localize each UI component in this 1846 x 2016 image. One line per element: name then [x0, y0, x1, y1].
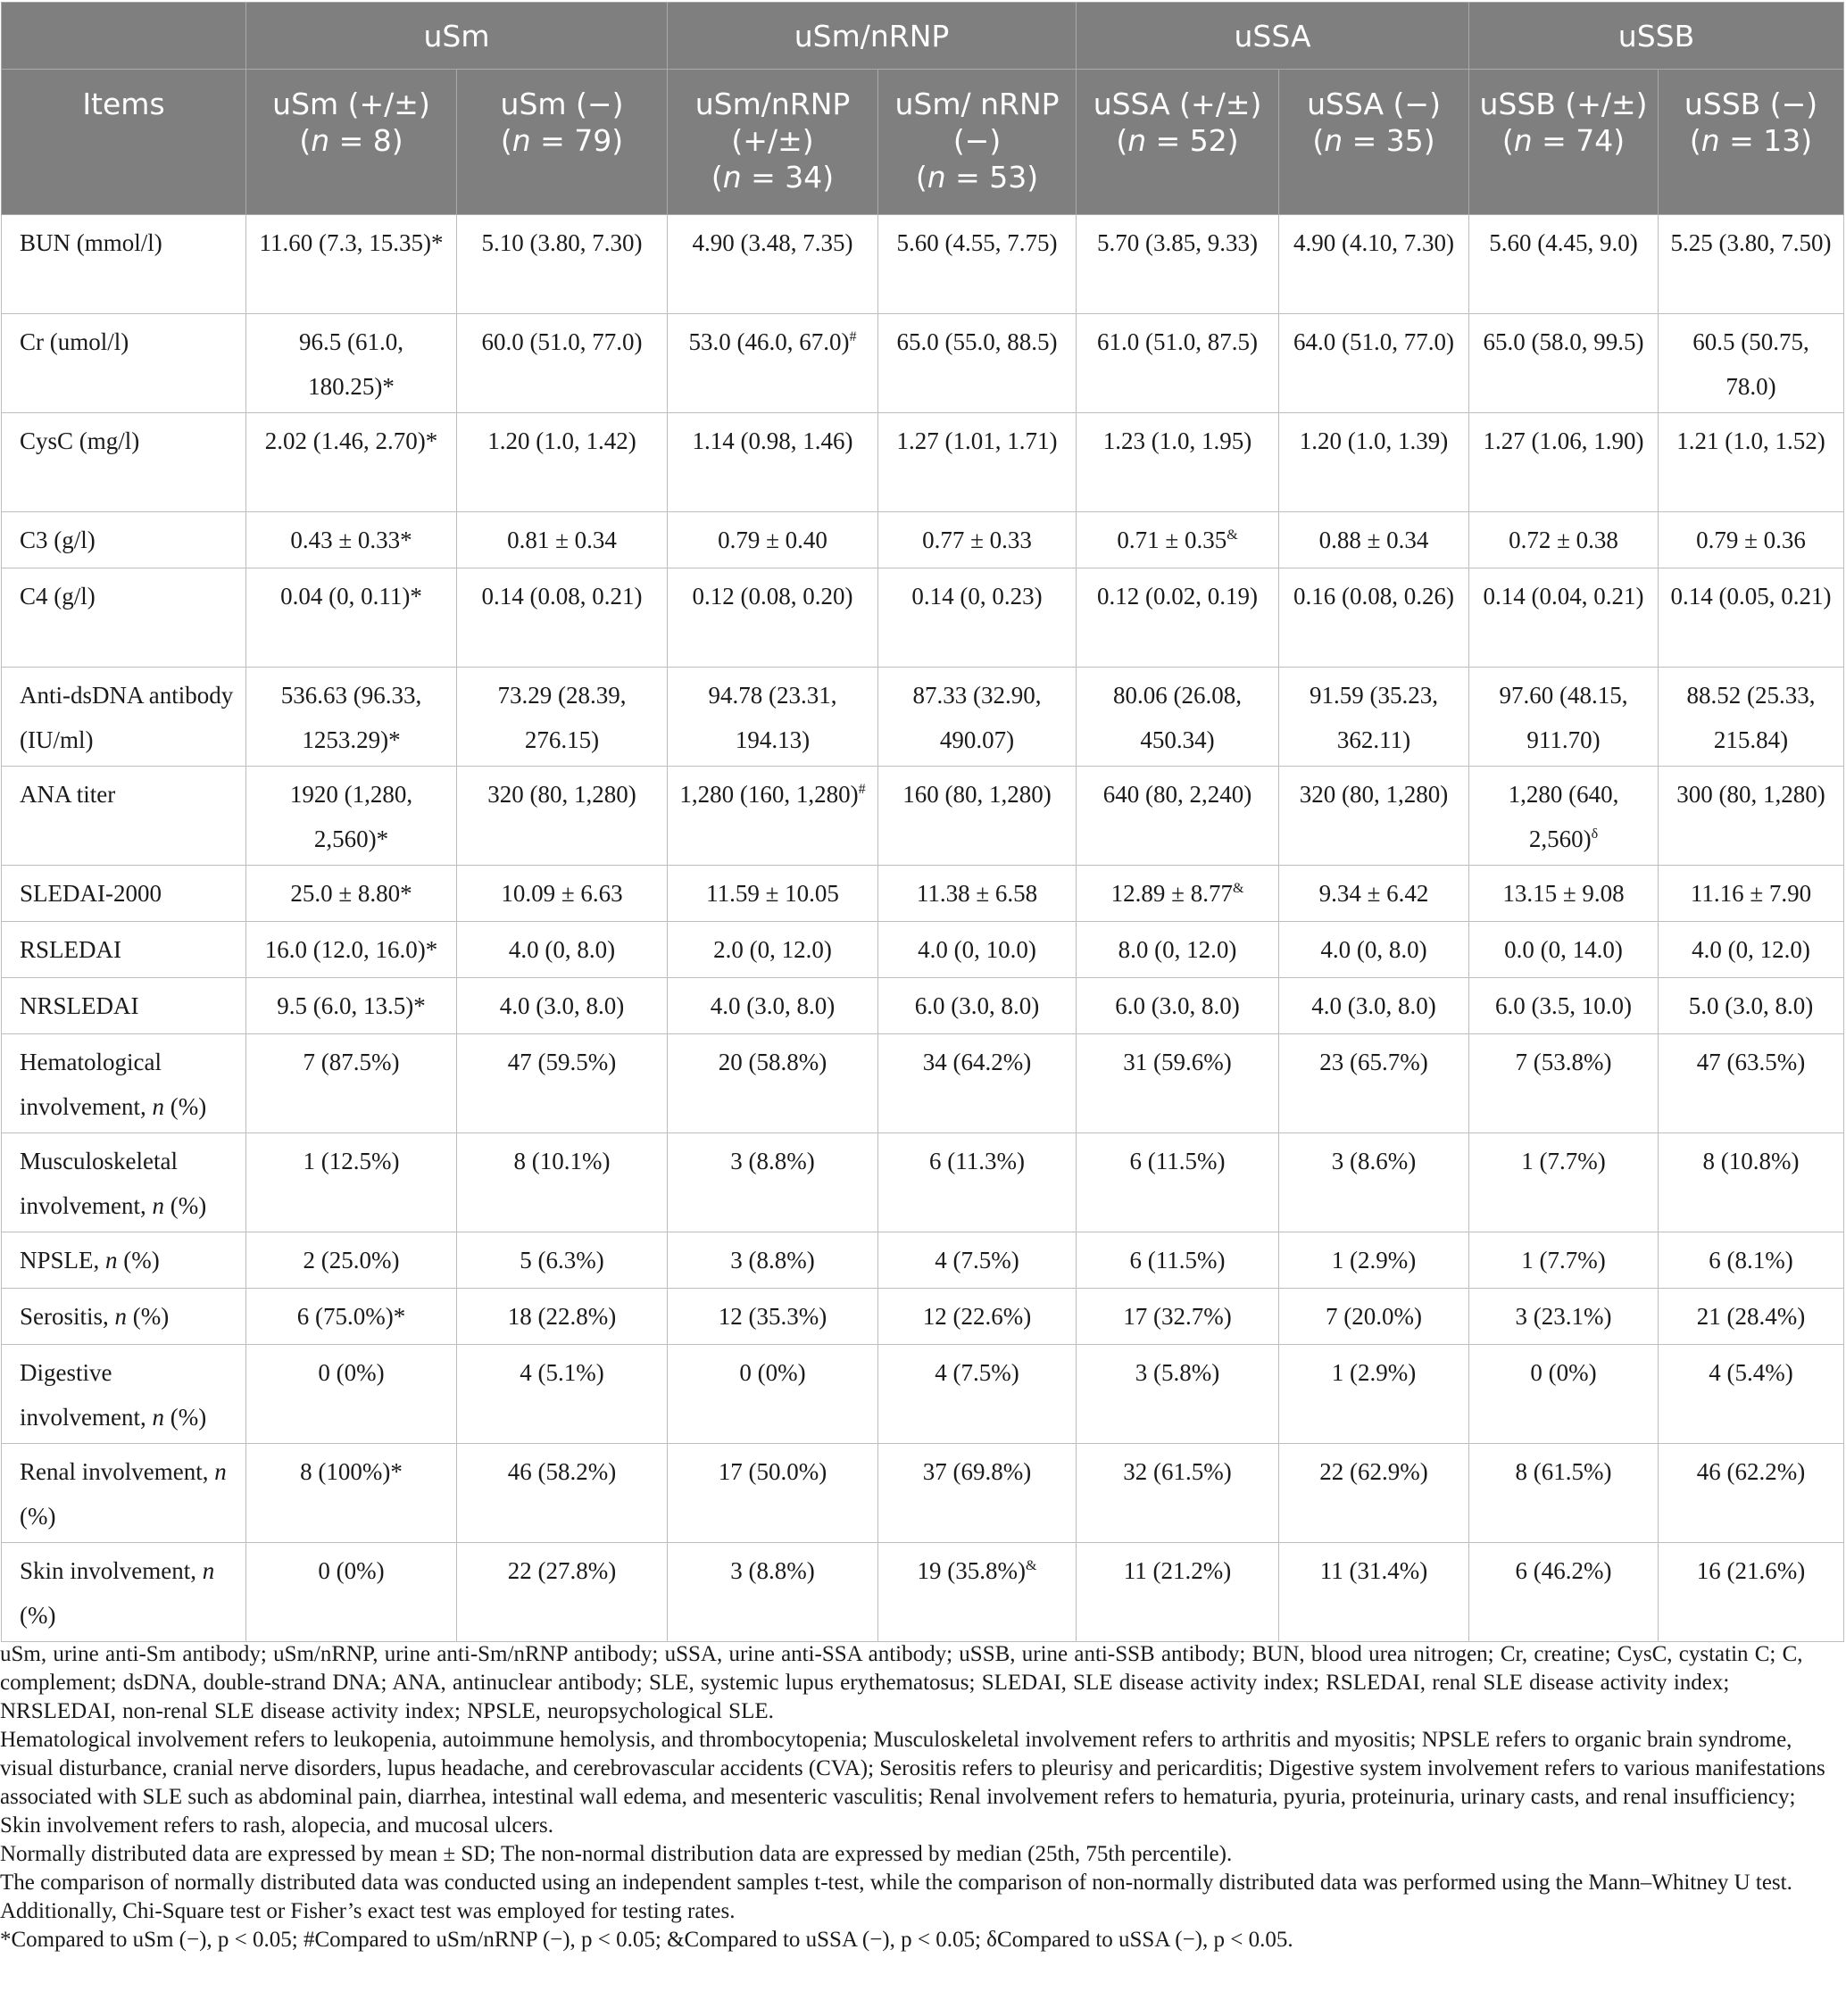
table-cell: 8 (61.5%) [1469, 1444, 1659, 1543]
table-cell: 1.21 (1.0, 1.52) [1659, 413, 1844, 512]
table-cell: 0.12 (0.08, 0.20) [668, 568, 878, 668]
table-cell: 8.0 (0, 12.0) [1077, 922, 1279, 978]
table-cell: 46 (62.2%) [1659, 1444, 1844, 1543]
table-cell: 16 (21.6%) [1659, 1543, 1844, 1642]
table-row [2, 668, 1844, 767]
table-cell: 94.78 (23.31, 194.13) [668, 668, 878, 767]
table-cell: 1.23 (1.0, 1.95) [1077, 413, 1279, 512]
table-cell: 11 (21.2%) [1077, 1543, 1279, 1642]
table-cell: 5.0 (3.0, 8.0) [1659, 978, 1844, 1034]
column-header [668, 70, 878, 215]
table-row [2, 922, 1844, 978]
table-cell: 7 (87.5%) [246, 1034, 457, 1133]
table-cell: 536.63 (96.33, 1253.29)* [246, 668, 457, 767]
row-label: Hematological involvement, n (%) [2, 1034, 246, 1133]
table-cell: 4.90 (3.48, 7.35) [668, 215, 878, 314]
table-cell: 8 (100%)* [246, 1444, 457, 1543]
table-cell: 0.14 (0.04, 0.21) [1469, 568, 1659, 668]
table-cell: 0.81 ± 0.34 [457, 512, 668, 568]
table-cell: 5.60 (4.45, 9.0) [1469, 215, 1659, 314]
table-cell: 12.89 ± 8.77& [1077, 866, 1279, 922]
table-cell: 1 (12.5%) [246, 1133, 457, 1232]
footnote-distribution: Normally distributed data are expressed by mean ± SD; The non-normal distribution data are expressed by median (25th, 75th percentile). [0, 1842, 1233, 1866]
column-header-label: uSSA (−) [1307, 87, 1441, 121]
table-cell: 22 (27.8%) [457, 1543, 668, 1642]
table-cell: 12 (35.3%) [668, 1289, 878, 1345]
table-row [2, 1034, 1844, 1133]
table-cell: 32 (61.5%) [1077, 1444, 1279, 1543]
row-label: ANA titer [2, 767, 246, 866]
table-cell: 22 (62.9%) [1279, 1444, 1469, 1543]
table-cell: 7 (20.0%) [1279, 1289, 1469, 1345]
table-cell: 0.0 (0, 14.0) [1469, 922, 1659, 978]
table-cell: 0.79 ± 0.36 [1659, 512, 1844, 568]
table-cell: 4 (7.5%) [878, 1232, 1077, 1289]
row-label: Digestive involvement, n (%) [2, 1345, 246, 1444]
table-cell: 1,280 (640, 2,560)$^\delta$ [1469, 767, 1659, 866]
row-label: Serositis, n (%) [2, 1289, 246, 1345]
table-cell: 6 (46.2%) [1469, 1543, 1659, 1642]
table-cell: 0.43 ± 0.33* [246, 512, 457, 568]
footnote-significance: *Compared to uSm (−), p < 0.05; #Compared to uSm/nRNP (−), p < 0.05; &Compared to uSSA (−), p < 0.05; δCompared to uSSA (−), p < 0.05. [0, 1928, 1293, 1952]
table-cell: 11.38 ± 6.58 [878, 866, 1077, 922]
column-header-n: (n = 74) [1501, 123, 1626, 158]
table-cell: 4.90 (4.10, 7.30) [1279, 215, 1469, 314]
table-cell: 47 (59.5%) [457, 1034, 668, 1133]
table-cell: 4 (5.1%) [457, 1345, 668, 1444]
table-row [2, 767, 1844, 866]
column-header-label: uSSB (+/±) [1479, 87, 1648, 121]
table-cell: 23 (65.7%) [1279, 1034, 1469, 1133]
table-row [2, 1289, 1844, 1345]
table-cell: 4.0 (3.0, 8.0) [1279, 978, 1469, 1034]
table-cell: 6 (11.3%) [878, 1133, 1077, 1232]
table-cell: 88.52 (25.33, 215.84) [1659, 668, 1844, 767]
table-row [2, 568, 1844, 668]
results-table [1, 2, 1844, 1642]
table-cell: 11.16 ± 7.90 [1659, 866, 1844, 922]
group-header: uSm [246, 3, 668, 70]
table-cell: 300 (80, 1,280) [1659, 767, 1844, 866]
table-cell: 9.34 ± 6.42 [1279, 866, 1469, 922]
table-cell: 47 (63.5%) [1659, 1034, 1844, 1133]
table-cell: 6.0 (3.0, 8.0) [878, 978, 1077, 1034]
table-cell: 13.15 ± 9.08 [1469, 866, 1659, 922]
table-cell: 65.0 (58.0, 99.5) [1469, 314, 1659, 413]
table-row [2, 1133, 1844, 1232]
table-cell: 4 (7.5%) [878, 1345, 1077, 1444]
table-cell: 0.71 ± 0.35& [1077, 512, 1279, 568]
table-cell: 16.0 (12.0, 16.0)* [246, 922, 457, 978]
table-cell: 6 (8.1%) [1659, 1232, 1844, 1289]
column-header-label: uSSA (+/±) [1093, 87, 1262, 121]
group-header-row [2, 3, 1844, 70]
table-cell: 0 (0%) [1469, 1345, 1659, 1444]
table-row [2, 215, 1844, 314]
group-header: uSm/nRNP [668, 3, 1077, 70]
row-label: Anti-dsDNA antibody (IU/ml) [2, 668, 246, 767]
table-cell: 4.0 (3.0, 8.0) [457, 978, 668, 1034]
table-cell: 12 (22.6%) [878, 1289, 1077, 1345]
footnote-involvement: Hematological involvement refers to leukopenia, autoimmune hemolysis, and thrombocytopenia; Musculoskeletal involvement refers to arthritis and myositis; NPSLE refers to organic brain syndrome, visual disturbance, cranial nerve disorders, lupus headache, and cerebrovascular accidents (CVA); Serositis refers to pleurisy and pericarditis; Digestive system involvement refers to various manifestations associated with SLE such as abdominal pain, diarrhea, intestinal wall edema, and mesenteric vasculitis; Renal involvement refers to hematuria, pyuria, proteinuria, urinary casts, and renal insufficiency; Skin involvement refers to rash, alopecia, and mucosal ulcers. [0, 1728, 1825, 1838]
table-cell: 5.10 (3.80, 7.30) [457, 215, 668, 314]
table-cell: 65.0 (55.0, 88.5) [878, 314, 1077, 413]
table-cell: 97.60 (48.15, 911.70) [1469, 668, 1659, 767]
table-cell: 5 (6.3%) [457, 1232, 668, 1289]
table-cell: 61.0 (51.0, 87.5) [1077, 314, 1279, 413]
table-cell: 3 (8.8%) [668, 1232, 878, 1289]
table-row [2, 512, 1844, 568]
column-header [1659, 70, 1844, 215]
row-label: NRSLEDAI [2, 978, 246, 1034]
column-header-n: (n = 13) [1689, 123, 1813, 158]
table-cell: 0.14 (0, 0.23) [878, 568, 1077, 668]
table-cell: 60.0 (51.0, 77.0) [457, 314, 668, 413]
table-cell: 0.16 (0.08, 0.26) [1279, 568, 1469, 668]
table-cell: 0.77 ± 0.33 [878, 512, 1077, 568]
table-cell: 640 (80, 2,240) [1077, 767, 1279, 866]
table-row [2, 1543, 1844, 1642]
table-footnotes [0, 1640, 1841, 1954]
table-cell: 46 (58.2%) [457, 1444, 668, 1543]
table-cell: 0.79 ± 0.40 [668, 512, 878, 568]
row-label: CysC (mg/l) [2, 413, 246, 512]
table-cell: 10.09 ± 6.63 [457, 866, 668, 922]
column-header [246, 70, 457, 215]
column-header [1469, 70, 1659, 215]
table-cell: 3 (5.8%) [1077, 1345, 1279, 1444]
table-row [2, 1345, 1844, 1444]
column-header-label: uSm (+/±) [272, 87, 430, 121]
row-label: C3 (g/l) [2, 512, 246, 568]
table-cell: 73.29 (28.39, 276.15) [457, 668, 668, 767]
table-cell: 4.0 (0, 12.0) [1659, 922, 1844, 978]
table-cell: 0.12 (0.02, 0.19) [1077, 568, 1279, 668]
row-label: SLEDAI-2000 [2, 866, 246, 922]
table-cell: 1920 (1,280, 2,560)* [246, 767, 457, 866]
table-cell: 3 (8.8%) [668, 1133, 878, 1232]
table-cell: 0 (0%) [246, 1345, 457, 1444]
column-header-n: (n = 34) [711, 160, 835, 195]
table-cell: 1.14 (0.98, 1.46) [668, 413, 878, 512]
table-cell: 4.0 (3.0, 8.0) [668, 978, 878, 1034]
column-header [878, 70, 1077, 215]
column-header [457, 70, 668, 215]
column-header-n: (n = 53) [915, 160, 1039, 195]
table-cell: 1.27 (1.06, 1.90) [1469, 413, 1659, 512]
table-cell: 2.02 (1.46, 2.70)* [246, 413, 457, 512]
table-cell: 6.0 (3.0, 8.0) [1077, 978, 1279, 1034]
corner-cell [2, 3, 246, 70]
table-cell: 5.60 (4.55, 7.75) [878, 215, 1077, 314]
table-cell: 11.60 (7.3, 15.35)* [246, 215, 457, 314]
table-cell: 5.25 (3.80, 7.50) [1659, 215, 1844, 314]
table-cell: 37 (69.8%) [878, 1444, 1077, 1543]
table-row [2, 1444, 1844, 1543]
column-header-label: uSm/nRNP (+/±) [694, 87, 851, 158]
footnote-abbreviations: uSm, urine anti-Sm antibody; uSm/nRNP, urine anti-Sm/nRNP antibody; uSSA, urine anti-SSA antibody; uSSB, urine anti-SSB antibody; BUN, blood urea nitrogen; Cr, creatine; CysC, cystatin C; C, complement; dsDNA, double-strand DNA; ANA, antinuclear antibody; SLE, systemic lupus erythematosus; SLEDAI, SLE disease activity index; RSLEDAI, renal SLE disease activity index; NRSLEDAI, non-renal SLE disease activity index; NPSLE, neuropsychological SLE. [0, 1642, 1803, 1723]
table-cell: 1.27 (1.01, 1.71) [878, 413, 1077, 512]
table-cell: 8 (10.8%) [1659, 1133, 1844, 1232]
table-cell: 1,280 (160, 1,280)# [668, 767, 878, 866]
table-cell: 3 (8.6%) [1279, 1133, 1469, 1232]
table-cell: 9.5 (6.0, 13.5)* [246, 978, 457, 1034]
table-cell: 4.0 (0, 8.0) [457, 922, 668, 978]
row-label: Skin involvement, n (%) [2, 1543, 246, 1642]
column-header-label: uSSB (−) [1684, 87, 1818, 121]
row-label: RSLEDAI [2, 922, 246, 978]
table-cell: 64.0 (51.0, 77.0) [1279, 314, 1469, 413]
column-header-n: (n = 8) [299, 123, 403, 158]
table-cell: 1 (2.9%) [1279, 1232, 1469, 1289]
column-header-n: (n = 52) [1116, 123, 1239, 158]
table-row [2, 978, 1844, 1034]
table-cell: 4.0 (0, 8.0) [1279, 922, 1469, 978]
table-cell: 0.88 ± 0.34 [1279, 512, 1469, 568]
table-cell: 2 (25.0%) [246, 1232, 457, 1289]
table-cell: 1 (7.7%) [1469, 1133, 1659, 1232]
column-header-label: uSm/ nRNP (−) [894, 87, 1060, 158]
table-body [2, 215, 1844, 1642]
table-cell: 87.33 (32.90, 490.07) [878, 668, 1077, 767]
table-cell: 4.0 (0, 10.0) [878, 922, 1077, 978]
table-cell: 0.72 ± 0.38 [1469, 512, 1659, 568]
row-label: C4 (g/l) [2, 568, 246, 668]
table-cell: 320 (80, 1,280) [457, 767, 668, 866]
column-header-label: uSm (−) [500, 87, 624, 121]
table-row [2, 413, 1844, 512]
table-cell: 6.0 (3.5, 10.0) [1469, 978, 1659, 1034]
table-row [2, 866, 1844, 922]
table-cell: 11 (31.4%) [1279, 1543, 1469, 1642]
table-cell: 6 (11.5%) [1077, 1232, 1279, 1289]
row-label: Cr (umol/l) [2, 314, 246, 413]
table-row [2, 1232, 1844, 1289]
table-cell: 6 (75.0%)* [246, 1289, 457, 1345]
table-cell: 7 (53.8%) [1469, 1034, 1659, 1133]
table-cell: 25.0 ± 8.80* [246, 866, 457, 922]
table-cell: 19 (35.8%)& [878, 1543, 1077, 1642]
table-cell: 1.20 (1.0, 1.39) [1279, 413, 1469, 512]
table-cell: 0.14 (0.08, 0.21) [457, 568, 668, 668]
table-cell: 0.04 (0, 0.11)* [246, 568, 457, 668]
table-cell: 21 (28.4%) [1659, 1289, 1844, 1345]
column-header [1077, 70, 1279, 215]
table-cell: 0.14 (0.05, 0.21) [1659, 568, 1844, 668]
table-cell: 1 (7.7%) [1469, 1232, 1659, 1289]
row-label: Renal involvement, n (%) [2, 1444, 246, 1543]
table-cell: 160 (80, 1,280) [878, 767, 1077, 866]
table-cell: 11.59 ± 10.05 [668, 866, 878, 922]
table-cell: 1 (2.9%) [1279, 1345, 1469, 1444]
table-cell: 18 (22.8%) [457, 1289, 668, 1345]
table-cell: 31 (59.6%) [1077, 1034, 1279, 1133]
table-cell: 5.70 (3.85, 9.33) [1077, 215, 1279, 314]
row-label: NPSLE, n (%) [2, 1232, 246, 1289]
table-cell: 0 (0%) [246, 1543, 457, 1642]
table-cell: 53.0 (46.0, 67.0)# [668, 314, 878, 413]
table-cell: 2.0 (0, 12.0) [668, 922, 878, 978]
column-header [1279, 70, 1469, 215]
table-cell: 91.59 (35.23, 362.11) [1279, 668, 1469, 767]
row-label: Musculoskeletal involvement, n (%) [2, 1133, 246, 1232]
column-header-n: (n = 35) [1312, 123, 1435, 158]
table-cell: 96.5 (61.0, 180.25)* [246, 314, 457, 413]
table-row [2, 314, 1844, 413]
items-header: Items [2, 70, 246, 215]
table-cell: 0 (0%) [668, 1345, 878, 1444]
table-cell: 17 (32.7%) [1077, 1289, 1279, 1345]
column-header-n: (n = 79) [500, 123, 624, 158]
table-cell: 3 (23.1%) [1469, 1289, 1659, 1345]
table-cell: 34 (64.2%) [878, 1034, 1077, 1133]
group-header: uSSA [1077, 3, 1469, 70]
table-cell: 1.20 (1.0, 1.42) [457, 413, 668, 512]
table-cell: 80.06 (26.08, 450.34) [1077, 668, 1279, 767]
table-cell: 4 (5.4%) [1659, 1345, 1844, 1444]
footnote-tests: The comparison of normally distributed data was conducted using an independent samples t-test, while the comparison of non-normally distributed data was performed using the Mann–Whitney U test. Additionally, Chi-Square test or Fisher’s exact test was employed for testing rates. [0, 1871, 1792, 1923]
column-header-row [2, 70, 1844, 215]
row-label: BUN (mmol/l) [2, 215, 246, 314]
table-cell: 3 (8.8%) [668, 1543, 878, 1642]
group-header: uSSB [1469, 3, 1844, 70]
table-cell: 8 (10.1%) [457, 1133, 668, 1232]
table-cell: 6 (11.5%) [1077, 1133, 1279, 1232]
table-cell: 60.5 (50.75, 78.0) [1659, 314, 1844, 413]
table-cell: 320 (80, 1,280) [1279, 767, 1469, 866]
table-cell: 17 (50.0%) [668, 1444, 878, 1543]
table-cell: 20 (58.8%) [668, 1034, 878, 1133]
